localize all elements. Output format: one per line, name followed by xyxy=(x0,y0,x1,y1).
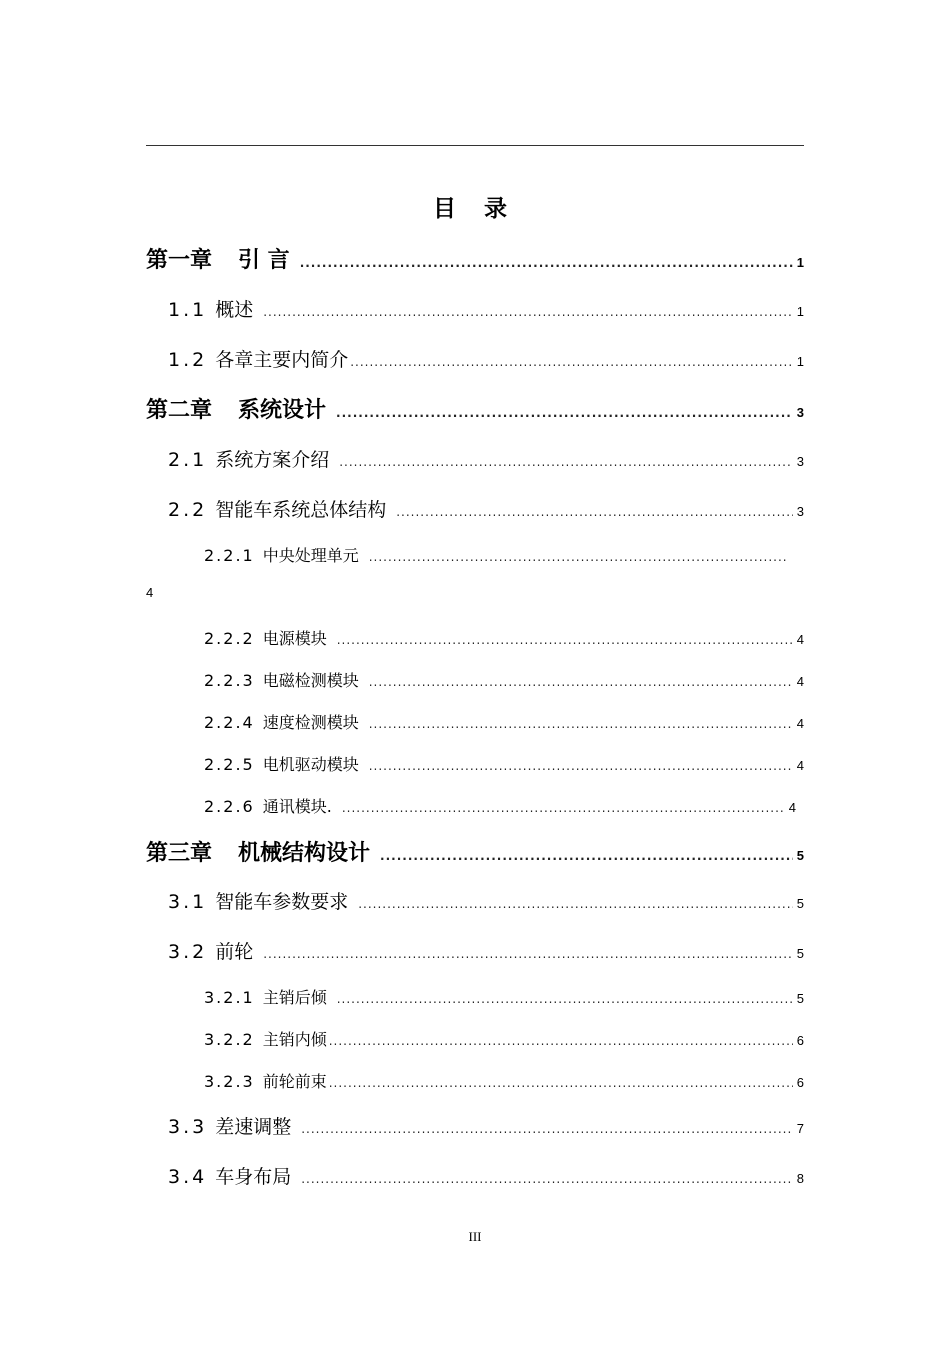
entry-title: 系统方案介绍 xyxy=(215,449,330,471)
entry-title: 电源模块 xyxy=(262,629,327,648)
toc-entry-2-2-5[interactable] xyxy=(204,752,804,775)
entry-number: 1.2 xyxy=(168,349,208,371)
entry-number: 3.2.3 xyxy=(204,1072,255,1091)
dot-leader xyxy=(301,1172,793,1186)
dot-leader xyxy=(358,897,793,911)
entry-number: 3.2.1 xyxy=(204,988,255,1007)
entry-title: 通讯模块. xyxy=(262,797,332,816)
entry-page: 1 xyxy=(796,354,804,369)
entry-title: 主销后倾 xyxy=(262,988,327,1007)
dot-leader xyxy=(342,801,785,815)
dot-leader xyxy=(263,305,793,319)
toc-entry-2-2-6[interactable] xyxy=(204,794,796,817)
entry-page: 1 xyxy=(796,255,804,270)
header-rule xyxy=(146,145,804,146)
toc-entry-2-1[interactable] xyxy=(168,445,804,472)
entry-title: 主销内倾 xyxy=(262,1030,327,1049)
toc-entry-3-2[interactable] xyxy=(168,937,804,964)
toc-entry-2-2-3[interactable] xyxy=(204,668,804,691)
entry-page: 3 xyxy=(796,405,804,420)
entry-number: 2.2 xyxy=(168,499,208,521)
entry-number: 2.2.2 xyxy=(204,629,255,648)
entry-number: 3.2.2 xyxy=(204,1030,255,1049)
toc-entry-1-2[interactable] xyxy=(168,345,804,372)
entry-title: 智能车系统总体结构 xyxy=(215,499,387,521)
entry-title: 概述 xyxy=(215,299,254,321)
entry-page: 6 xyxy=(796,1075,804,1090)
entry-number: 3.2 xyxy=(168,941,208,963)
toc-entry-chapter-2[interactable] xyxy=(146,393,804,424)
entry-number: 2.2.4 xyxy=(204,713,255,732)
toc-entry-2-2-1[interactable] xyxy=(204,543,790,566)
dot-leader xyxy=(337,633,793,647)
dot-leader xyxy=(369,717,793,731)
dot-leader xyxy=(337,992,793,1006)
entry-number: 第二章 xyxy=(146,398,213,423)
entry-page: 5 xyxy=(796,896,804,911)
dot-leader xyxy=(339,455,793,469)
dot-leader xyxy=(329,1034,793,1048)
toc-entry-1-1[interactable] xyxy=(168,295,804,322)
entry-page: 5 xyxy=(796,946,804,961)
entry-page: 5 xyxy=(796,991,804,1006)
entry-page: 4 xyxy=(788,800,796,815)
entry-number: 2.2.6 xyxy=(204,797,255,816)
toc-entry-chapter-1[interactable] xyxy=(146,243,804,274)
entry-number: 2.2.1 xyxy=(204,546,255,565)
entry-number: 2.1 xyxy=(168,449,208,471)
dot-leader xyxy=(336,406,793,420)
toc-entry-3-2-3[interactable] xyxy=(204,1069,804,1092)
toc-entry-3-4[interactable] xyxy=(168,1162,804,1189)
entry-number: 1.1 xyxy=(168,299,208,321)
entry-page: 4 xyxy=(796,674,804,689)
toc-entry-3-2-2[interactable] xyxy=(204,1027,804,1050)
dot-leader xyxy=(369,675,793,689)
entry-number: 2.2.5 xyxy=(204,755,255,774)
dot-leader xyxy=(301,1122,793,1136)
toc-entry-2-2-2[interactable] xyxy=(204,626,804,649)
toc-entry-3-2-1[interactable] xyxy=(204,985,804,1008)
entry-title: 前轮 xyxy=(215,941,254,963)
dot-leader xyxy=(263,947,793,961)
entry-number: 3.1 xyxy=(168,891,208,913)
entry-page: 7 xyxy=(796,1121,804,1136)
entry-page: 4 xyxy=(796,716,804,731)
entry-number: 第一章 xyxy=(146,248,213,273)
toc-entry-2-2-4[interactable] xyxy=(204,710,804,733)
entry-title: 智能车参数要求 xyxy=(215,891,349,913)
entry-page: 4 xyxy=(796,758,804,773)
entry-page: 4 xyxy=(796,632,804,647)
entry-page: 1 xyxy=(796,304,804,319)
entry-title: 机械结构设计 xyxy=(238,841,371,866)
entry-page: 3 xyxy=(796,454,804,469)
entry-number: 第三章 xyxy=(146,841,213,866)
dot-leader xyxy=(369,550,786,564)
dot-leader xyxy=(396,505,793,519)
entry-title: 前轮前束 xyxy=(262,1072,327,1091)
entry-number: 3.4 xyxy=(168,1166,208,1188)
entry-page: 8 xyxy=(796,1171,804,1186)
entry-title: 差速调整 xyxy=(215,1116,292,1138)
dot-leader xyxy=(350,355,793,369)
toc-entry-3-1[interactable] xyxy=(168,887,804,914)
entry-title: 中央处理单元 xyxy=(262,546,359,565)
entry-title: 电磁检测模块 xyxy=(262,671,359,690)
entry-title: 引 言 xyxy=(238,248,290,273)
page-number-footer: III xyxy=(468,1229,482,1244)
entry-title: 各章主要内简介 xyxy=(215,349,349,371)
dot-leader xyxy=(369,759,793,773)
toc-title: 目 录 xyxy=(432,196,517,222)
entry-number: 3.3 xyxy=(168,1116,208,1138)
entry-title: 电机驱动模块 xyxy=(262,755,359,774)
dot-leader xyxy=(380,849,793,863)
entry-title: 车身布局 xyxy=(215,1166,292,1188)
entry-number: 2.2.3 xyxy=(204,671,255,690)
entry-title: 速度检测模块 xyxy=(262,713,359,732)
entry-page-wrapped: 4 xyxy=(146,585,154,600)
entry-page: 5 xyxy=(796,848,804,863)
dot-leader xyxy=(300,256,793,270)
entry-title: 系统设计 xyxy=(238,398,327,423)
toc-entry-3-3[interactable] xyxy=(168,1112,804,1139)
entry-page: 6 xyxy=(796,1033,804,1048)
toc-entry-2-2[interactable] xyxy=(168,495,804,522)
entry-page: 3 xyxy=(796,504,804,519)
dot-leader xyxy=(329,1076,793,1090)
toc-entry-chapter-3[interactable] xyxy=(146,836,804,867)
